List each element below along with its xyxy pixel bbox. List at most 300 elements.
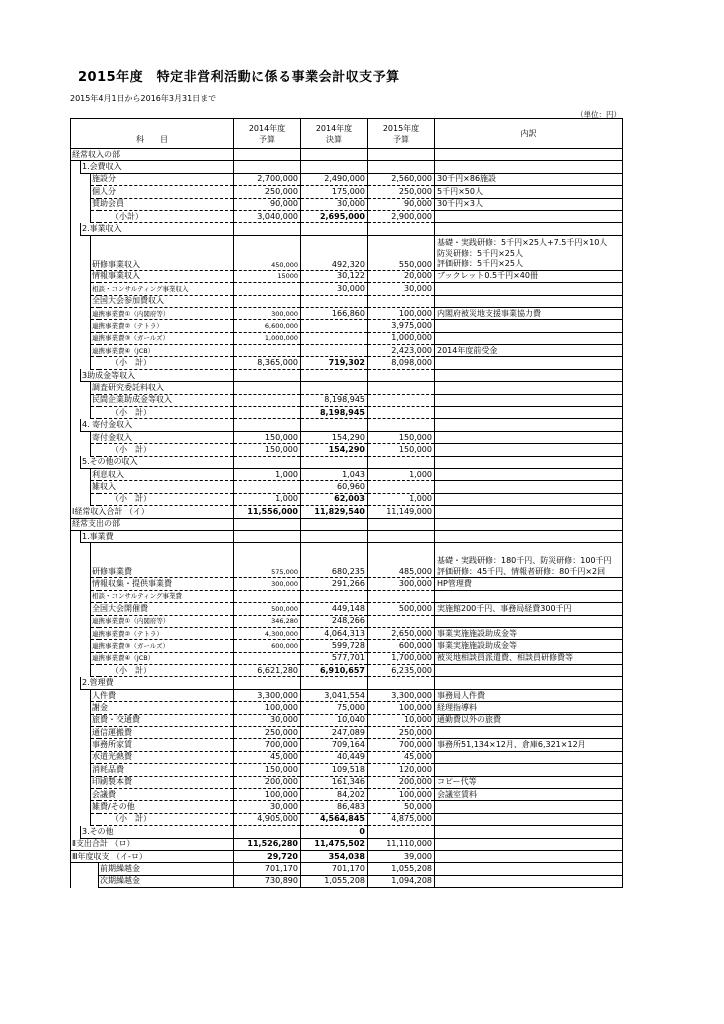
table-row (71, 665, 623, 677)
table-row (71, 468, 623, 480)
row-notes (435, 407, 623, 419)
table-row (71, 627, 623, 639)
value-2014-actual: 719,302 (301, 357, 368, 369)
row-label: 前期繰越金 (99, 863, 234, 875)
unit-label: （単位：円） (576, 110, 621, 119)
value-2014-budget (234, 345, 301, 357)
value-2014-budget (234, 223, 301, 235)
row-notes (435, 751, 623, 763)
row-label: 個人分 (91, 186, 234, 198)
value-2014-actual: 1,055,208 (301, 875, 368, 887)
value-2015-budget: 2,423,000 (368, 345, 435, 357)
row-notes: 実施館200千円、事務局経費300千円 (435, 603, 623, 615)
value-2014-budget (234, 394, 301, 406)
row-label: 2.事業収入 (81, 223, 234, 235)
table-row (71, 369, 623, 381)
header-2014-actual: 2014年度 決算 (301, 119, 368, 149)
value-2014-actual: 161,346 (301, 776, 368, 788)
row-notes: HP管理費 (435, 578, 623, 590)
table-row (71, 444, 623, 456)
value-2015-budget (368, 590, 435, 602)
row-notes (435, 419, 623, 431)
value-2014-actual (301, 223, 368, 235)
table-row (71, 320, 623, 332)
row-label: 利息収入 (91, 468, 234, 480)
value-2014-budget: 346,280 (234, 615, 301, 627)
row-notes: 内閣府被災地支援事業協力費 (435, 307, 623, 319)
value-2014-actual (301, 161, 368, 173)
table-row (71, 431, 623, 443)
value-2014-budget: 100,000 (234, 702, 301, 714)
table-row (71, 493, 623, 505)
value-2014-budget: 90,000 (234, 198, 301, 210)
value-2014-actual: 30,122 (301, 270, 368, 282)
value-2015-budget (368, 456, 435, 468)
value-2014-actual: 701,170 (301, 863, 368, 875)
note-line: 基礎・実践研修：5千円×25人+7.5千円×10人 (437, 238, 608, 248)
document-title: 2015年度 特定非営利活動に係る事業会計収支予算 (78, 70, 400, 85)
row-notes: 30千円×86施設 (435, 173, 623, 185)
table-row (71, 652, 623, 664)
row-notes (435, 481, 623, 493)
value-2014-budget: 150,000 (234, 764, 301, 776)
row-label: （小 計） (91, 444, 234, 456)
value-2015-budget: 1,700,000 (368, 652, 435, 664)
header-notes: 内訳 (435, 119, 623, 149)
value-2014-budget: 300,000 (234, 578, 301, 590)
table-row (71, 590, 623, 602)
value-2015-budget: 150,000 (368, 431, 435, 443)
value-2014-budget: 2,700,000 (234, 173, 301, 185)
value-2014-actual: 6,910,657 (301, 665, 368, 677)
table-row (71, 739, 623, 751)
table-row (71, 506, 623, 518)
row-label: 事務所家賃 (91, 739, 234, 751)
value-2015-budget: 500,000 (368, 603, 435, 615)
table-row (71, 850, 623, 862)
value-2014-actual: 4,064,313 (301, 627, 368, 639)
value-2015-budget: 100,000 (368, 788, 435, 800)
value-2014-actual: 577,701 (301, 652, 368, 664)
row-label: 賛助会員 (91, 198, 234, 210)
row-notes (435, 677, 623, 689)
row-notes (435, 801, 623, 813)
table-row (71, 578, 623, 590)
row-label: 連携事業費③（ガールズ） (91, 640, 234, 652)
note-line: 評価研修：5千円×25人 (437, 259, 523, 269)
value-2014-actual: 354,038 (301, 850, 368, 862)
value-2014-budget (234, 283, 301, 295)
value-2014-actual (301, 590, 368, 602)
value-2014-actual (301, 530, 368, 542)
row-notes (435, 332, 623, 344)
value-2014-actual: 247,089 (301, 727, 368, 739)
table-row (71, 210, 623, 222)
row-notes: 事務所51,134×12月、倉庫6,321×12月 (435, 739, 623, 751)
value-2014-budget (234, 456, 301, 468)
value-2015-budget: 20,000 (368, 270, 435, 282)
table-row (71, 186, 623, 198)
row-label: Ⅱ支出合計 （ロ） (71, 838, 234, 850)
row-label: 調査研究委託料収入 (91, 382, 234, 394)
table-row (71, 198, 623, 210)
value-2015-budget: 2,650,000 (368, 627, 435, 639)
value-2014-budget: 730,890 (234, 875, 301, 887)
row-label: 3.その他 (81, 826, 234, 838)
value-2014-budget (234, 295, 301, 307)
value-2014-actual: 248,266 (301, 615, 368, 627)
row-notes: 会議室賃料 (435, 788, 623, 800)
row-label: 連携事業費①（内閣府等） (91, 307, 234, 319)
table-row (71, 543, 623, 578)
row-label: 1.事業費 (81, 530, 234, 542)
row-label: 4. 寄付金収入 (81, 419, 234, 431)
value-2015-budget (368, 518, 435, 530)
value-2014-budget: 4,905,000 (234, 813, 301, 825)
row-label: 連携事業費④（JCB） (91, 345, 234, 357)
value-2015-budget (368, 223, 435, 235)
value-2014-budget (234, 677, 301, 689)
table-row (71, 615, 623, 627)
value-2015-budget: 11,149,000 (368, 506, 435, 518)
value-2015-budget: 100,000 (368, 702, 435, 714)
row-label: 施設分 (91, 173, 234, 185)
row-label: 研修事業収入 (91, 235, 234, 270)
value-2014-budget: 500,000 (234, 603, 301, 615)
row-label: 通信運搬費 (91, 727, 234, 739)
value-2014-actual: 40,449 (301, 751, 368, 763)
row-label: 印刷製本費 (91, 776, 234, 788)
row-label: Ⅰ経常収入合計 （イ） (71, 506, 234, 518)
row-label: 消耗品費 (91, 764, 234, 776)
row-notes (435, 210, 623, 222)
table-row (71, 161, 623, 173)
row-notes (435, 863, 623, 875)
table-row (71, 677, 623, 689)
value-2014-actual: 154,290 (301, 431, 368, 443)
value-2014-budget (234, 161, 301, 173)
table-row (71, 826, 623, 838)
row-notes (435, 431, 623, 443)
value-2014-budget (234, 518, 301, 530)
row-label: 相談・コンサルティング事業費 (91, 590, 234, 602)
row-label: 連携事業費④（JCB） (91, 652, 234, 664)
value-2014-actual: 154,290 (301, 444, 368, 456)
value-2014-budget: 250,000 (234, 727, 301, 739)
value-2014-budget: 450,000 (234, 235, 301, 270)
table-row (71, 603, 623, 615)
value-2014-budget: 4,300,000 (234, 627, 301, 639)
table-row (71, 813, 623, 825)
value-2014-actual: 291,266 (301, 578, 368, 590)
value-2014-budget: 700,000 (234, 739, 301, 751)
row-label: （小 計） (91, 493, 234, 505)
table-row (71, 295, 623, 307)
value-2014-actual: 4,564,845 (301, 813, 368, 825)
row-notes (435, 764, 623, 776)
value-2014-budget: 200,000 (234, 776, 301, 788)
row-notes (435, 357, 623, 369)
row-label: 経常支出の部 (71, 518, 234, 530)
row-notes (435, 149, 623, 161)
value-2014-actual: 449,148 (301, 603, 368, 615)
value-2014-budget: 11,526,280 (234, 838, 301, 850)
value-2014-actual: 0 (301, 826, 368, 838)
row-label: （小 計） (91, 357, 234, 369)
table-row (71, 776, 623, 788)
value-2015-budget: 100,000 (368, 307, 435, 319)
value-2015-budget: 4,875,000 (368, 813, 435, 825)
row-label: 雑収入 (91, 481, 234, 493)
table-row (71, 407, 623, 419)
row-label: 全国大会開催費 (91, 603, 234, 615)
row-label: 情報収集・提供事業費 (91, 578, 234, 590)
value-2015-budget: 250,000 (368, 186, 435, 198)
value-2014-actual: 492,320 (301, 235, 368, 270)
value-2014-budget: 8,365,000 (234, 357, 301, 369)
value-2014-actual: 2,695,000 (301, 210, 368, 222)
table-row (71, 283, 623, 295)
row-notes (435, 518, 623, 530)
value-2014-actual: 8,198,945 (301, 394, 368, 406)
value-2014-actual: 10,040 (301, 714, 368, 726)
row-label: 次期繰越金 (99, 875, 234, 887)
row-label: 謝金 (91, 702, 234, 714)
row-notes (435, 456, 623, 468)
value-2015-budget (368, 615, 435, 627)
value-2015-budget: 30,000 (368, 283, 435, 295)
value-2015-budget: 200,000 (368, 776, 435, 788)
value-2014-actual: 75,000 (301, 702, 368, 714)
value-2014-actual: 175,000 (301, 186, 368, 198)
table-row (71, 235, 623, 270)
value-2014-budget: 45,000 (234, 751, 301, 763)
row-label: 寄付金収入 (91, 431, 234, 443)
header-2014-budget: 2014年度 予算 (234, 119, 301, 149)
value-2014-actual: 84,202 (301, 788, 368, 800)
row-notes (435, 838, 623, 850)
value-2014-budget (234, 652, 301, 664)
header-2015-budget: 2015年度 予算 (368, 119, 435, 149)
value-2014-actual (301, 677, 368, 689)
row-notes (435, 320, 623, 332)
value-2015-budget: 1,055,208 (368, 863, 435, 875)
value-2015-budget (368, 419, 435, 431)
value-2014-actual: 109,518 (301, 764, 368, 776)
row-label: 2.管理費 (81, 677, 234, 689)
value-2015-budget (368, 161, 435, 173)
value-2015-budget (368, 481, 435, 493)
row-notes (435, 223, 623, 235)
value-2014-budget: 1,000 (234, 468, 301, 480)
table-row (71, 481, 623, 493)
value-2015-budget: 1,000 (368, 468, 435, 480)
row-label: 5.その他の収入 (81, 456, 234, 468)
row-label: 水道光熱費 (91, 751, 234, 763)
value-2014-actual (301, 369, 368, 381)
row-notes (435, 235, 623, 270)
table-row (71, 530, 623, 542)
fiscal-period: 2015年4月1日から2016年3月31日まで (70, 94, 217, 103)
value-2014-actual (301, 456, 368, 468)
row-notes: コピー代等 (435, 776, 623, 788)
value-2015-budget: 1,000,000 (368, 332, 435, 344)
value-2014-actual: 166,860 (301, 307, 368, 319)
value-2014-budget: 150,000 (234, 444, 301, 456)
value-2014-budget: 575,000 (234, 543, 301, 578)
table-row (71, 357, 623, 369)
value-2015-budget (368, 394, 435, 406)
value-2014-budget (234, 407, 301, 419)
table-row (71, 332, 623, 344)
value-2014-actual: 60,960 (301, 481, 368, 493)
value-2015-budget: 90,000 (368, 198, 435, 210)
value-2014-actual: 62,003 (301, 493, 368, 505)
table-row (71, 382, 623, 394)
value-2014-actual (301, 382, 368, 394)
value-2014-actual (301, 149, 368, 161)
row-notes (435, 826, 623, 838)
row-notes: 5千円×50人 (435, 186, 623, 198)
value-2015-budget: 10,000 (368, 714, 435, 726)
table-row (71, 640, 623, 652)
table-row (71, 270, 623, 282)
row-notes (435, 295, 623, 307)
row-notes (435, 161, 623, 173)
row-label: 全国大会参加費収入 (91, 295, 234, 307)
value-2015-budget (368, 369, 435, 381)
value-2014-budget: 15000 (234, 270, 301, 282)
row-label: 経常収入の部 (71, 149, 234, 161)
row-label: 旅費・交通費 (91, 714, 234, 726)
value-2015-budget: 300,000 (368, 578, 435, 590)
value-2015-budget: 2,560,000 (368, 173, 435, 185)
row-label: 連携事業費②（テトラ） (91, 320, 234, 332)
table-row (71, 764, 623, 776)
value-2014-budget (234, 826, 301, 838)
value-2014-budget: 1,000 (234, 493, 301, 505)
table-row (71, 307, 623, 319)
row-notes (435, 444, 623, 456)
row-label: （小 計） (91, 407, 234, 419)
row-notes (435, 543, 623, 578)
table-row (71, 173, 623, 185)
table-row (71, 727, 623, 739)
value-2014-budget: 150,000 (234, 431, 301, 443)
table-row (71, 751, 623, 763)
value-2014-budget: 100,000 (234, 788, 301, 800)
table-row (71, 788, 623, 800)
row-label: 連携事業費①（内閣府等） (91, 615, 234, 627)
table-row (71, 518, 623, 530)
row-label: （小 計） (91, 665, 234, 677)
value-2014-budget: 1,000,000 (234, 332, 301, 344)
value-2014-budget (234, 481, 301, 493)
row-label: 相談・コンサルティング事業収入 (91, 283, 234, 295)
value-2015-budget: 120,000 (368, 764, 435, 776)
value-2014-actual: 1,043 (301, 468, 368, 480)
table-header-row (71, 119, 623, 149)
table-row (71, 875, 623, 887)
value-2015-budget: 600,000 (368, 640, 435, 652)
row-notes (435, 506, 623, 518)
row-notes: 通勤費以外の旅費 (435, 714, 623, 726)
value-2014-actual: 30,000 (301, 198, 368, 210)
table-row (71, 456, 623, 468)
table-row (71, 702, 623, 714)
row-notes (435, 468, 623, 480)
value-2015-budget: 50,000 (368, 801, 435, 813)
value-2014-budget (234, 369, 301, 381)
row-label: 1.会費収入 (81, 161, 234, 173)
value-2014-actual: 30,000 (301, 283, 368, 295)
row-notes (435, 615, 623, 627)
value-2014-budget: 701,170 (234, 863, 301, 875)
value-2015-budget: 3,975,000 (368, 320, 435, 332)
value-2014-actual (301, 332, 368, 344)
row-label: 連携事業費③（ガールズ） (91, 332, 234, 344)
value-2015-budget: 1,094,208 (368, 875, 435, 887)
value-2014-actual: 86,483 (301, 801, 368, 813)
table-row (71, 345, 623, 357)
row-notes: 経理指導料 (435, 702, 623, 714)
value-2014-budget: 29,720 (234, 850, 301, 862)
table-row (71, 689, 623, 701)
budget-table (70, 118, 623, 888)
row-notes (435, 665, 623, 677)
value-2015-budget: 150,000 (368, 444, 435, 456)
value-2015-budget: 45,000 (368, 751, 435, 763)
value-2015-budget: 250,000 (368, 727, 435, 739)
row-notes: ブックレット0.5千円×40冊 (435, 270, 623, 282)
value-2015-budget (368, 149, 435, 161)
value-2015-budget: 3,300,000 (368, 689, 435, 701)
row-notes: 事業実施施設助成金等 (435, 627, 623, 639)
row-label: 雑費/その他 (91, 801, 234, 813)
value-2015-budget: 550,000 (368, 235, 435, 270)
value-2014-actual (301, 295, 368, 307)
table-row (71, 838, 623, 850)
row-notes (435, 875, 623, 887)
value-2015-budget (368, 407, 435, 419)
row-label: 情報事業収入 (91, 270, 234, 282)
row-label: （小計） (91, 210, 234, 222)
note-line: 評価研修：45千円、情報者研修：80千円×2回 (437, 566, 606, 576)
value-2015-budget (368, 382, 435, 394)
table-row (71, 223, 623, 235)
table-row (71, 394, 623, 406)
value-2015-budget (368, 677, 435, 689)
value-2014-budget: 3,300,000 (234, 689, 301, 701)
row-notes (435, 382, 623, 394)
row-label: Ⅲ年度収支 （イ-ロ） (71, 850, 234, 862)
table-row (71, 801, 623, 813)
row-notes (435, 369, 623, 381)
value-2015-budget (368, 295, 435, 307)
row-notes (435, 813, 623, 825)
value-2014-actual: 11,829,540 (301, 506, 368, 518)
value-2014-actual: 2,490,000 (301, 173, 368, 185)
row-notes (435, 493, 623, 505)
value-2014-budget: 30,000 (234, 714, 301, 726)
row-notes (435, 850, 623, 862)
value-2014-budget: 300,000 (234, 307, 301, 319)
row-notes (435, 394, 623, 406)
row-notes (435, 727, 623, 739)
value-2014-budget: 11,556,000 (234, 506, 301, 518)
row-notes: 2014年度前受金 (435, 345, 623, 357)
value-2014-budget: 3,040,000 (234, 210, 301, 222)
